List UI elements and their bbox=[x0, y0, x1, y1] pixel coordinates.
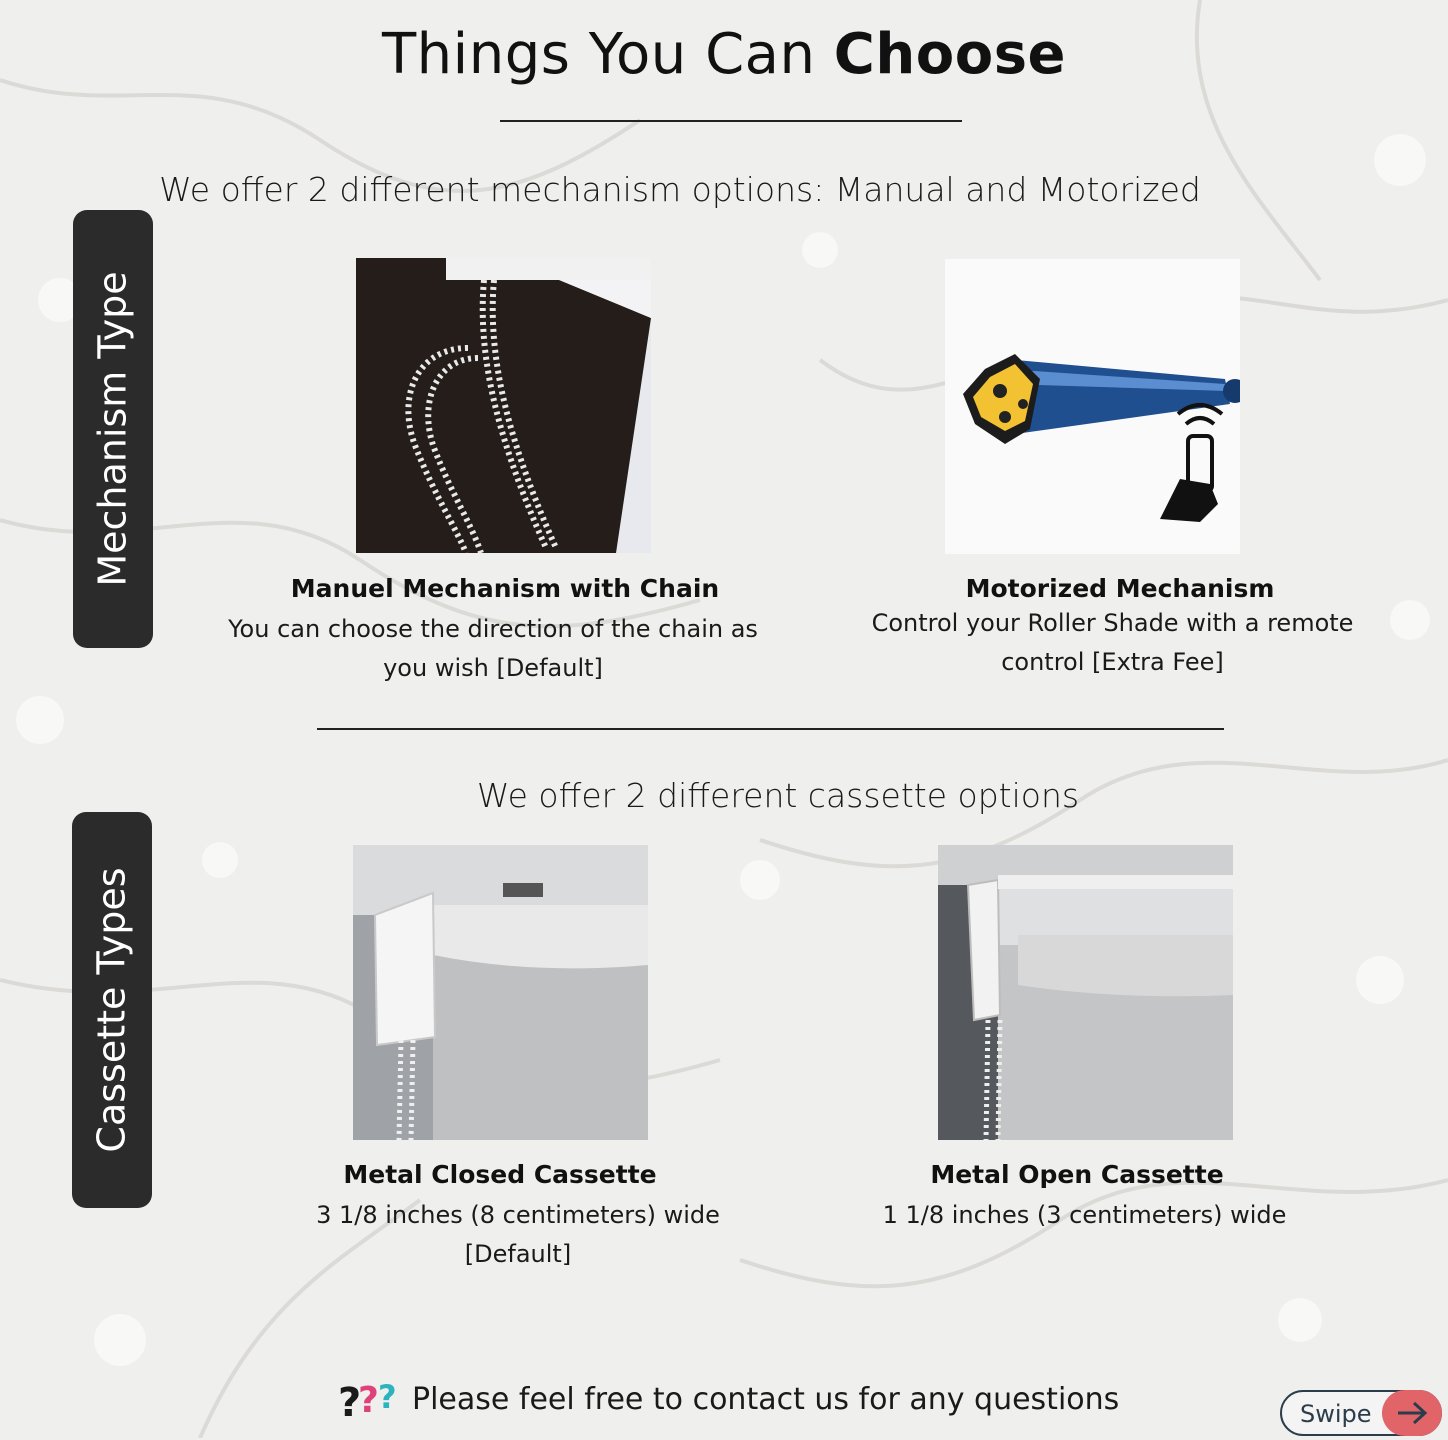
manual-mechanism-title: Manuel Mechanism with Chain bbox=[290, 574, 720, 603]
motorized-mechanism-title: Motorized Mechanism bbox=[965, 574, 1275, 603]
arrow-right-icon bbox=[1382, 1390, 1442, 1436]
cassette-intro: We offer 2 different cassette options bbox=[476, 776, 1080, 815]
closed-cassette-title: Metal Closed Cassette bbox=[343, 1160, 657, 1189]
page-title-regular: Things You Can bbox=[381, 22, 816, 87]
svg-text:?: ? bbox=[378, 1378, 397, 1416]
contact-text: Please feel free to contact us for any questions bbox=[412, 1381, 1120, 1417]
page-title-bold: Choose bbox=[833, 22, 1067, 87]
closed-cassette-description: 3 1/8 inches (8 centimeters) wide [Default] bbox=[316, 1201, 720, 1268]
open-cassette-photo bbox=[938, 845, 1233, 1140]
swipe-label: Swipe bbox=[1300, 1400, 1372, 1428]
section-divider bbox=[317, 728, 1224, 730]
open-cassette-description: 1 1/8 inches (3 centimeters) wide bbox=[882, 1201, 1287, 1229]
title-divider bbox=[500, 120, 962, 122]
mechanism-type-label bbox=[73, 210, 153, 648]
mechanism-type-label-text: Mechanism Type bbox=[91, 271, 135, 587]
question-marks-logo-icon bbox=[338, 1376, 402, 1422]
chain-mechanism-photo bbox=[356, 258, 651, 553]
motor-tube-remote-photo bbox=[945, 259, 1240, 554]
svg-text:?: ? bbox=[358, 1380, 379, 1421]
page-title bbox=[0, 22, 1448, 87]
cassette-types-label bbox=[72, 812, 152, 1208]
cassette-types-label-text: Cassette Types bbox=[90, 867, 135, 1153]
swipe-button[interactable] bbox=[1280, 1390, 1442, 1436]
contact-footer bbox=[338, 1376, 1119, 1422]
svg-text:?: ? bbox=[338, 1380, 362, 1422]
closed-cassette-photo bbox=[353, 845, 648, 1140]
mechanism-intro: We offer 2 different mechanism options: Manual and Motorized bbox=[159, 170, 1201, 209]
open-cassette-title: Metal Open Cassette bbox=[930, 1160, 1224, 1189]
manual-mechanism-description: You can choose the direction of the chain as you wish [Default] bbox=[228, 615, 758, 682]
motorized-mechanism-description: Control your Roller Shade with a remote control [Extra Fee] bbox=[871, 609, 1354, 676]
